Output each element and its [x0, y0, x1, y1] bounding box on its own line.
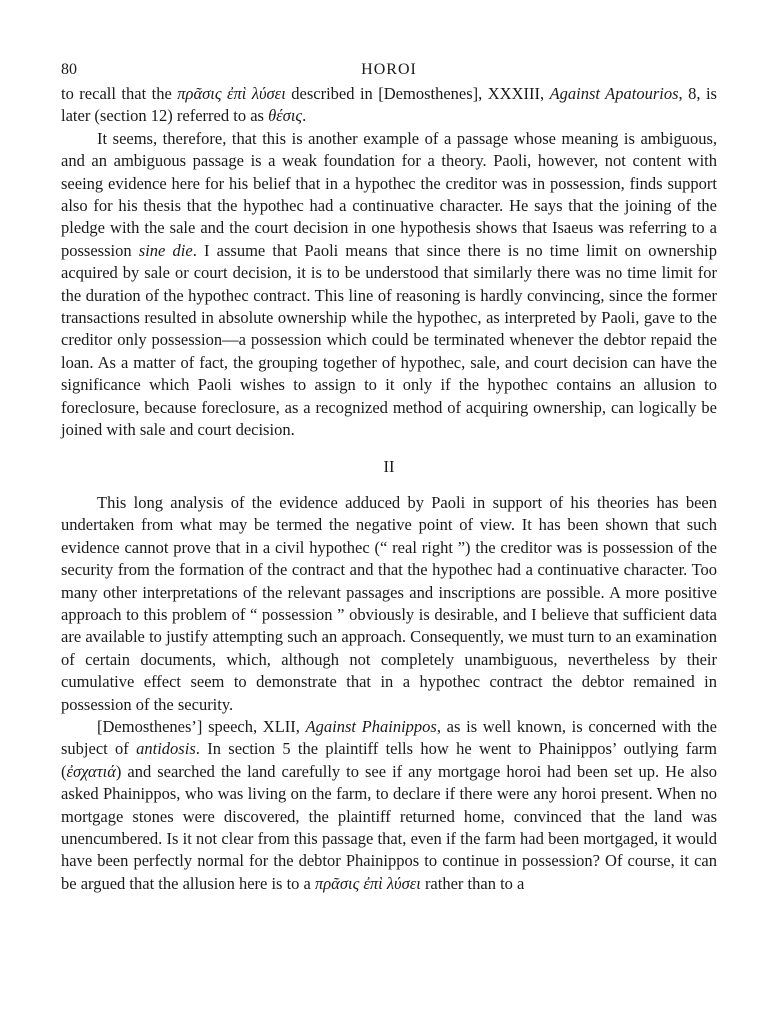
- greek-phrase: πρᾶσις ἐπὶ λύσει: [177, 84, 286, 103]
- greek-word: ἐσχατιά: [66, 761, 116, 781]
- book-page: [61, 57, 717, 895]
- greek-word: θέσις: [268, 106, 303, 126]
- term: antidosis: [136, 739, 196, 759]
- greek-phrase: πρᾶσις ἐπὶ λύσει: [315, 873, 421, 893]
- section-heading: II: [383, 456, 395, 476]
- page-header: [61, 57, 717, 83]
- paragraph-3: This long analysis of the evidence adduced by Paoli in support of his theories has been undertaken from what may be termed the negative point of view. It has been shown that such evidence cannot prove that in a civil hypothec (“ real right ”) the creditor was is possession of the security from the formation of the contract and that the hypothec had a continuative character. Too many other interpretations of the relevant passages and inscriptions are possible. A more positive approach to this problem of “ possession ” obviously is desirable, and I believe that sufficient data are available to justify attempting such an approach. Consequently, we must turn to an examination of certain documents, which, although not completely unambiguous, nevertheless by their cumulative effect seem to demonstrate that in a hypothec contract the debtor remained in possession of the security.: [61, 492, 717, 714]
- work-title: Against Apatourios: [549, 84, 679, 103]
- work-title: Against Phainippos: [305, 716, 437, 736]
- latin-phrase: sine die: [138, 240, 193, 260]
- paragraph-2: It seems, therefore, that this is another example of a passage whose meaning is ambiguous, and an ambiguous passage is a weak foundation for a theory. Paoli, however, not content with seeing evidence here for his belief that in a hypothec the creditor was in possession, finds support also for his thesis that the hypothec had a continuative character. He says that the joining of the pledge with the sale and the court decision in one hypothesis shows that Isaeus was referring to a possession sine die. I assume that Paoli means that since there is no time limit on ownership acquired by sale or court decision, it is to be understood that similarly there was no time limit for the duration of the hypothec contract. This line of reasoning is hardly convincing, since the former transactions resulted in absolute ownership while the hypothec, as interpreted by Paoli, gave to the creditor only possession—a possession which could be terminated whenever the debtor repaid the loan. As a matter of fact, the grouping together of hypothec, sale, and court decision can have the significance which Paoli wishes to assign to it only if the hypothec contains an allusion to foreclosure, because foreclosure, as a recognized method of acquiring ownership, can logically be joined with sale and court decision.: [61, 128, 718, 440]
- paragraph-4: [Demosthenes’] speech, XLII, Against Phainippos, as is well known, is concerned with the subject of antidosis. In section 5 the plaintiff tells how he went to Phainippos’ outlying farm (ἐσχατιά) and searched the land carefully to see if any mortgage horoi had been set up. He also asked Phainippos, who was living on the farm, to declare if there were any horoi present. When no mortgage stones were discovered, the plaintiff returned home, convinced that the land was unencumbered. Is it not clear from this passage that, even if the farm had been mortgaged, it would have been perfectly normal for the debtor Phainippos to continue in possession? Of course, it can be argued that the allusion here is to a πρᾶσις ἐπὶ λύσει rather than to a: [61, 716, 717, 893]
- running-title: HOROI: [361, 61, 417, 78]
- paragraph-1: to recall that the πρᾶσις ἐπὶ λύσει described in [Demosthenes], XXXIII, Against Apatourios, 8, is later (section 12) referred to as θέσις.: [61, 84, 717, 126]
- page-number: 80: [61, 61, 77, 78]
